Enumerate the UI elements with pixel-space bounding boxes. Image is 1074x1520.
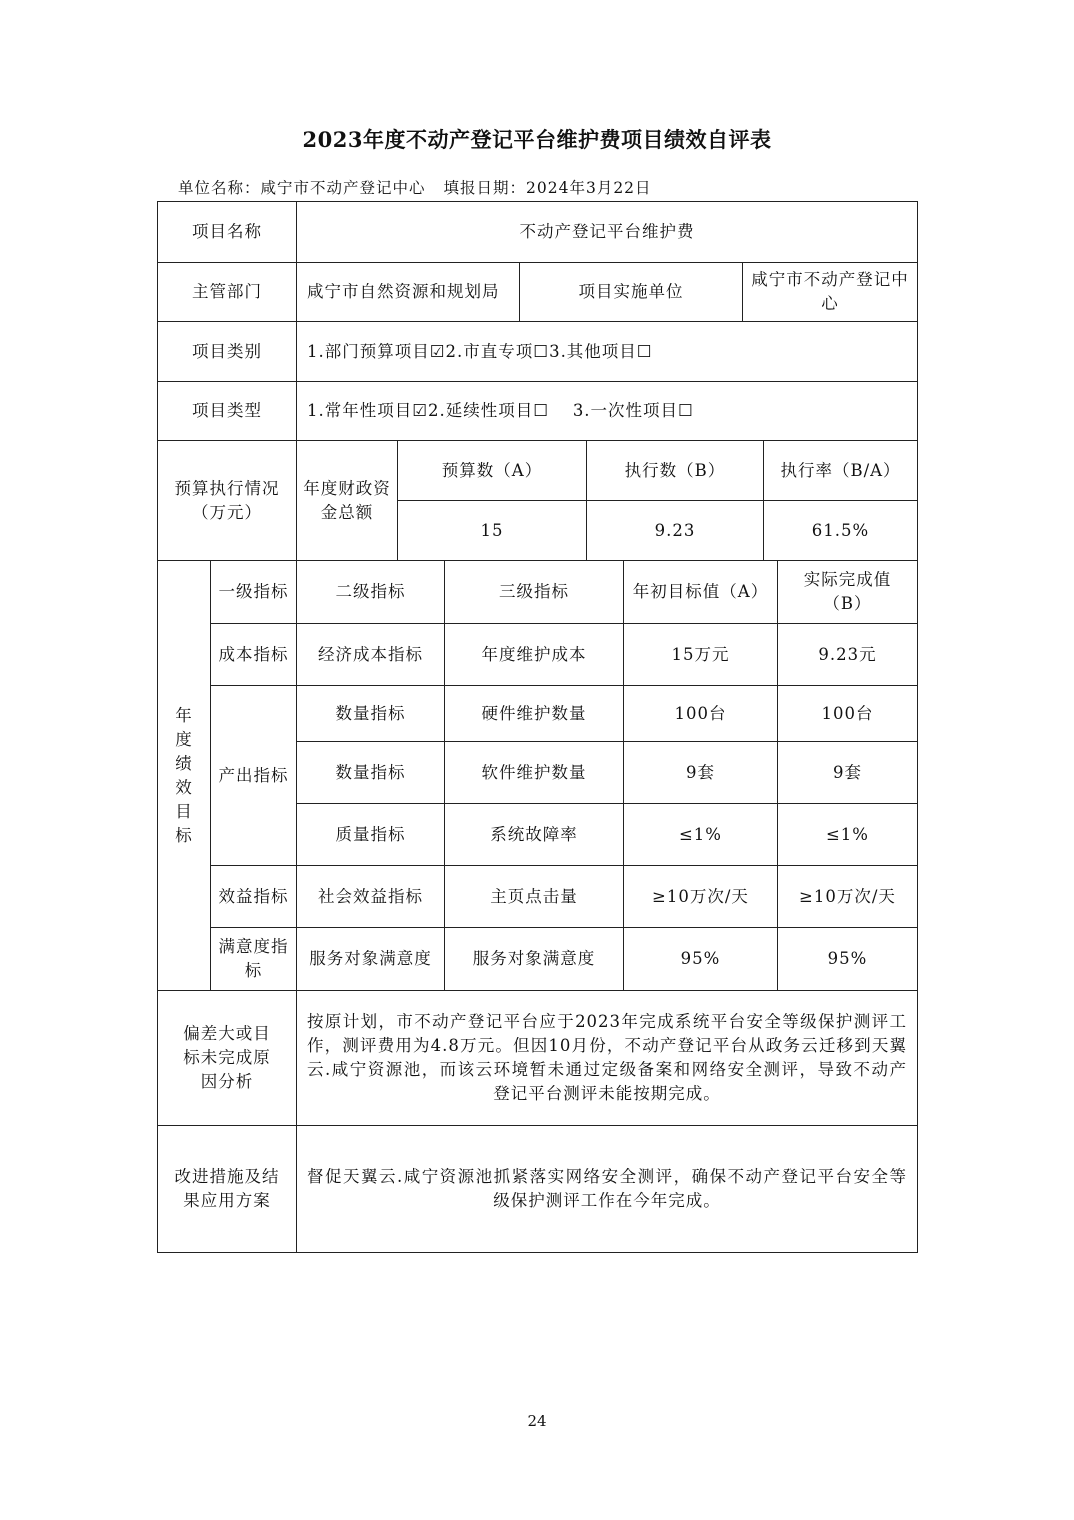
indicator-l3: 主页点击量	[444, 865, 624, 928]
indicator-l2: 社会效益指标	[296, 865, 445, 928]
indicator-actual: ≥10万次/天	[777, 865, 918, 928]
indicator-target: 100台	[623, 685, 778, 742]
indicator-target: ≥10万次/天	[623, 865, 778, 928]
header-target: 年初目标值（A）	[623, 560, 778, 624]
header-level2: 二级指标	[296, 560, 445, 624]
value-type: 1.常年性项目☑2.延续性项目☐ 3.一次性项目☐	[296, 381, 918, 441]
goal-char: 绩	[175, 753, 193, 773]
label-type: 项目类型	[157, 381, 297, 441]
indicator-l1: 产出指标	[210, 685, 297, 866]
form-meta	[178, 176, 652, 198]
value-category: 1.部门预算项目☑2.市直专项☐3.其他项目☐	[296, 321, 918, 382]
goal-char: 标	[175, 825, 193, 845]
indicator-target: 9套	[623, 741, 778, 804]
indicator-target: ≤1%	[623, 803, 778, 866]
label-annual-goals	[157, 560, 211, 991]
value-exec-rate: 61.5%	[763, 500, 918, 561]
indicator-l2: 数量指标	[296, 685, 445, 742]
indicator-actual: ≤1%	[777, 803, 918, 866]
goal-char: 效	[175, 777, 193, 797]
indicator-l2: 质量指标	[296, 803, 445, 866]
indicator-actual: 9套	[777, 741, 918, 804]
value-budget-num: 15	[397, 500, 587, 561]
indicator-l1: 效益指标	[210, 865, 297, 928]
label-impl-unit: 项目实施单位	[519, 262, 743, 322]
indicator-l2: 数量指标	[296, 741, 445, 804]
fill-date: 填报日期：2024年3月22日	[443, 179, 652, 197]
indicator-l1: 满意度指 标	[210, 927, 297, 991]
indicator-l3: 年度维护成本	[444, 623, 624, 686]
label-improve: 改进措施及结果应用方案	[157, 1125, 297, 1253]
value-project-name: 不动产登记平台维护费	[296, 201, 918, 263]
label-budget-num: 预算数（A）	[397, 440, 587, 501]
indicator-target: 95%	[623, 927, 778, 991]
value-dept: 咸宁市自然资源和规划局	[296, 262, 520, 322]
header-actual: 实际完成值（B）	[777, 560, 918, 624]
label-category: 项目类别	[157, 321, 297, 382]
indicator-target: 15万元	[623, 623, 778, 686]
label-budget: 预算执行情况（万元）	[157, 440, 297, 561]
indicator-actual: 9.23元	[777, 623, 918, 686]
label-annual-funds: 年度财政资金总额	[296, 440, 398, 561]
indicator-l2: 经济成本指标	[296, 623, 445, 686]
indicator-l3: 服务对象满意度	[444, 927, 624, 991]
goal-char: 年	[175, 705, 193, 725]
label-dept: 主管部门	[157, 262, 297, 322]
indicator-l3: 硬件维护数量	[444, 685, 624, 742]
value-exec-num: 9.23	[586, 500, 764, 561]
indicator-l1: 成本指标	[210, 623, 297, 686]
label-deviation: 偏差大或目标未完成原因分析	[157, 990, 297, 1126]
page-title: 2023年度不动产登记平台维护费项目绩效自评表	[302, 127, 772, 152]
deviation-text: 按原计划，市不动产登记平台应于2023年完成系统平台安全等级保护测评工作，测评费用为4.8万元。但因10月份，不动产登记平台从政务云迁移到天翼云.咸宁资源池，而该云环境暂未通过定级备案和网络安全测评，导致不动产登记平台测评未能按期完成。	[296, 990, 918, 1126]
goal-char: 目	[175, 801, 193, 821]
value-impl-unit: 咸宁市不动产登记中心	[742, 262, 918, 322]
indicator-l2: 服务对象满意度	[296, 927, 445, 991]
header-level1: 一级指标	[210, 560, 297, 624]
improve-text: 督促天翼云.咸宁资源池抓紧落实网络安全测评，确保不动产登记平台安全等级保护测评工作在今年完成。	[296, 1125, 918, 1253]
unit-name: 单位名称：咸宁市不动产登记中心	[178, 179, 426, 197]
header-level3: 三级指标	[444, 560, 624, 624]
page-number: 24	[527, 1412, 547, 1430]
indicator-actual: 100台	[777, 685, 918, 742]
label-exec-num: 执行数（B）	[586, 440, 764, 501]
indicator-l3: 软件维护数量	[444, 741, 624, 804]
indicator-actual: 95%	[777, 927, 918, 991]
label-exec-rate: 执行率（B/A）	[763, 440, 918, 501]
indicator-l3: 系统故障率	[444, 803, 624, 866]
label-project-name: 项目名称	[157, 201, 297, 263]
goal-char: 度	[175, 729, 193, 749]
